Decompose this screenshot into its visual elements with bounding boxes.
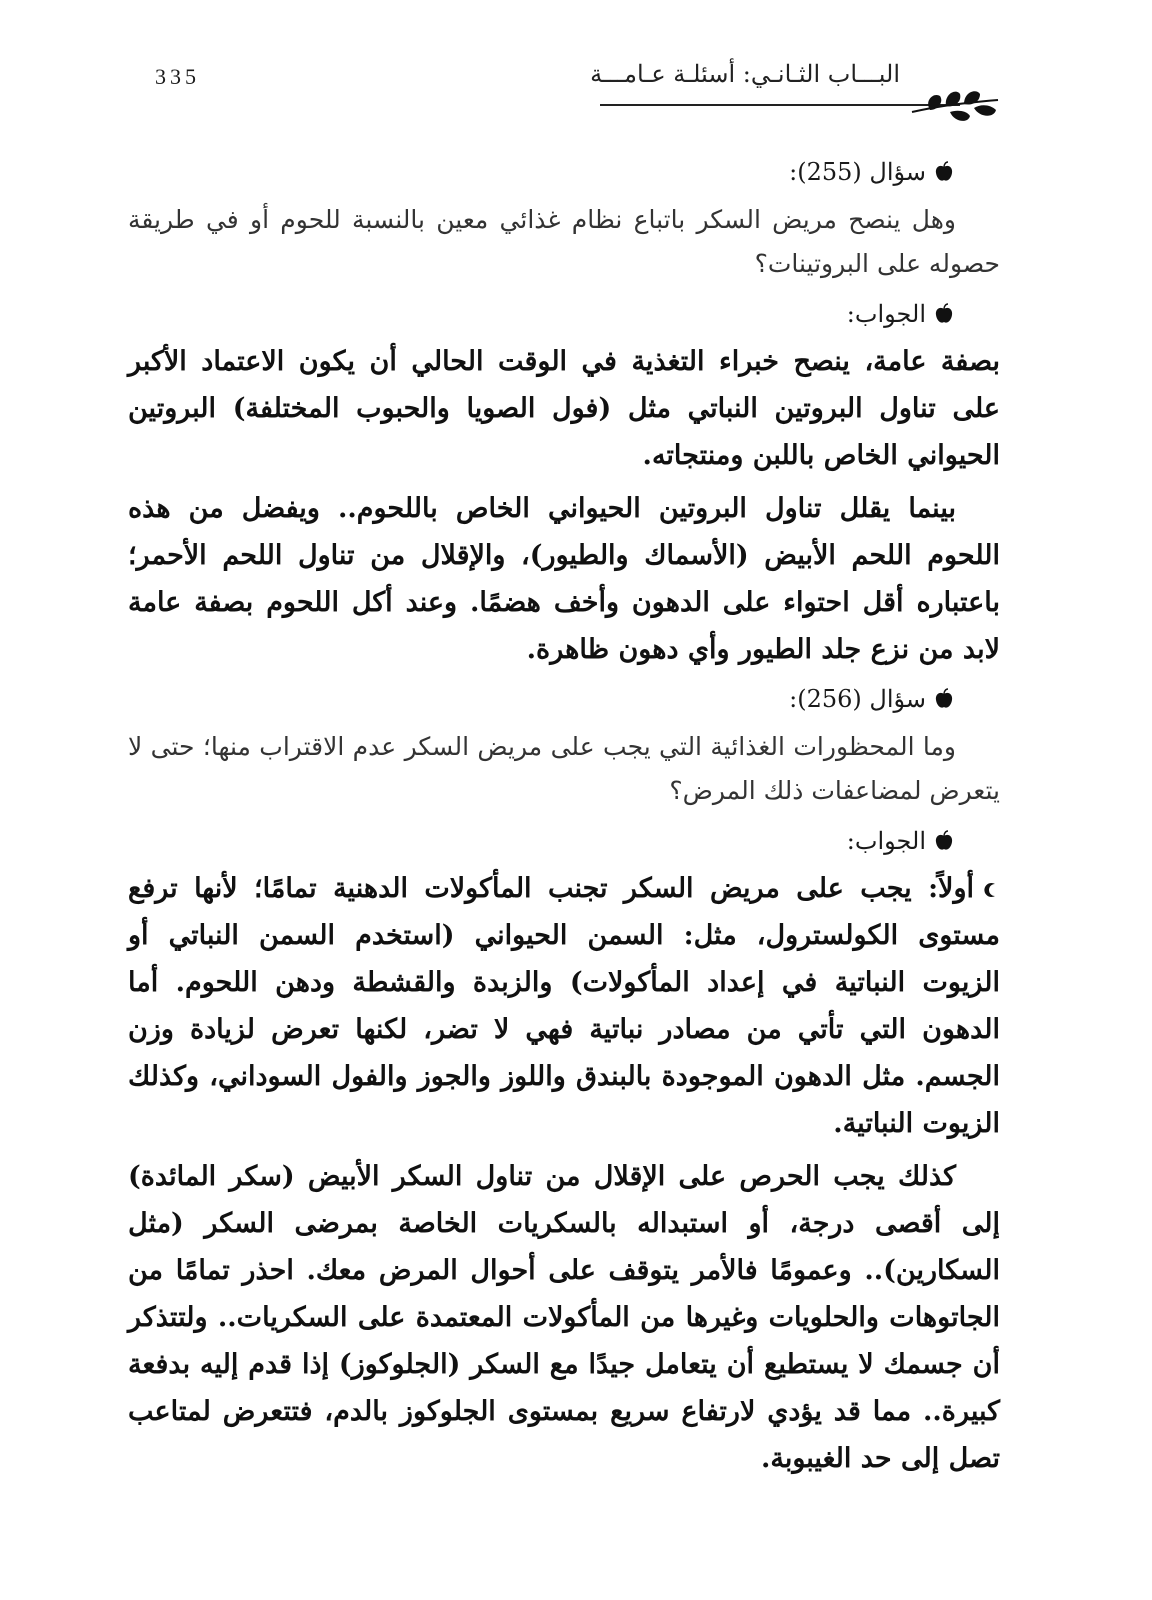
page-number: 335 [155,64,200,89]
apple-bullet-icon [934,161,954,183]
answer-256-paragraph-1 [128,865,1000,1147]
apple-bullet-icon [934,688,954,710]
question-255-text: وهل ينصح مريض السكر باتباع نظام غذائي معين بالنسبة للحوم أو في طريقة حصوله على البروتينات؟ [128,205,1000,278]
running-title: البـــاب الثـانـي: أسئلـة عـامـــة [590,60,900,88]
question-255-label: سؤال (255): [789,158,926,186]
page-header [140,60,1000,130]
apple-bullet-icon [934,303,954,325]
crescent-bullet-icon [982,881,1000,899]
answer-255-heading [128,294,1000,334]
question-256-text: وما المحظورات الغذائية التي يجب على مريض السكر عدم الاقتراب منها؛ حتى لا يتعرض لمضاعفات ذلك المرض؟ [128,732,1000,805]
answer-256-paragraph-2: كذلك يجب الحرص على الإقلال من تناول السكر الأبيض (سكر المائدة) إلى أقصى درجة، أو استبداله بالسكريات الخاصة بمرضى السكر (مثل السكارين).. وعمومًا فالأمر يتوقف على أحوال المرض معك. احذر تمامًا من الجاتوهات والحلويات وغيرها من المأكولات المعتمدة على السكريات.. ولتتذكر أن جسمك لا يستطيع أن يتعامل جيدًا مع السكر (الجلوكوز) إذا قدم إليه بدفعة كبيرة.. مما قد يؤدي لارتفاع سريع بمستوى الجلوكوز بالدم، فتتعرض لمتاعب تصل إلى حد الغيبوبة. [128,1161,1000,1474]
page-content [128,152,1000,1488]
question-255-heading [128,152,1000,192]
leaf-ornament-icon [910,82,1000,126]
question-256-heading [128,679,1000,719]
apple-bullet-icon [934,830,954,852]
answer-255-label: الجواب: [846,300,926,328]
header-rule [600,104,960,106]
answer-256-heading [128,821,1000,861]
answer-256-paragraph-1-text: أولاً: يجب على مريض السكر تجنب المأكولات الدهنية تمامًا؛ لأنها ترفع مستوى الكولسترول، مثل: السمن الحيواني (استخدم السمن النباتي أو الزيوت النباتية في إعداد المأكولات) والزبدة والقشطة ودهن اللحوم. أما الدهون التي تأتي من مصادر نباتية فهي لا تضر، لكنها تعرض لزيادة وزن الجسم. مثل الدهون الموجودة بالبندق واللوز والجوز والفول السوداني، وكذلك الزيوت النباتية. [128,873,1000,1139]
answer-256-label: الجواب: [846,827,926,855]
question-256-label: سؤال (256): [789,685,926,713]
answer-255-paragraph-2: بينما يقلل تناول البروتين الحيواني الخاص باللحوم.. ويفضل من هذه اللحوم اللحم الأبيض (الأسماك والطيور)، والإقلال من تناول اللحم الأحمر؛ باعتباره أقل احتواء على الدهون وأخف هضمًا. وعند أكل اللحوم بصفة عامة لابد من نزع جلد الطيور وأي دهون ظاهرة. [128,493,1000,665]
answer-255-paragraph-1: بصفة عامة، ينصح خبراء التغذية في الوقت الحالي أن يكون الاعتماد الأكبر على تناول البروتين النباتي مثل (فول الصويا والحبوب المختلفة) البروتين الحيواني الخاص باللبن ومنتجاته. [128,346,1001,471]
